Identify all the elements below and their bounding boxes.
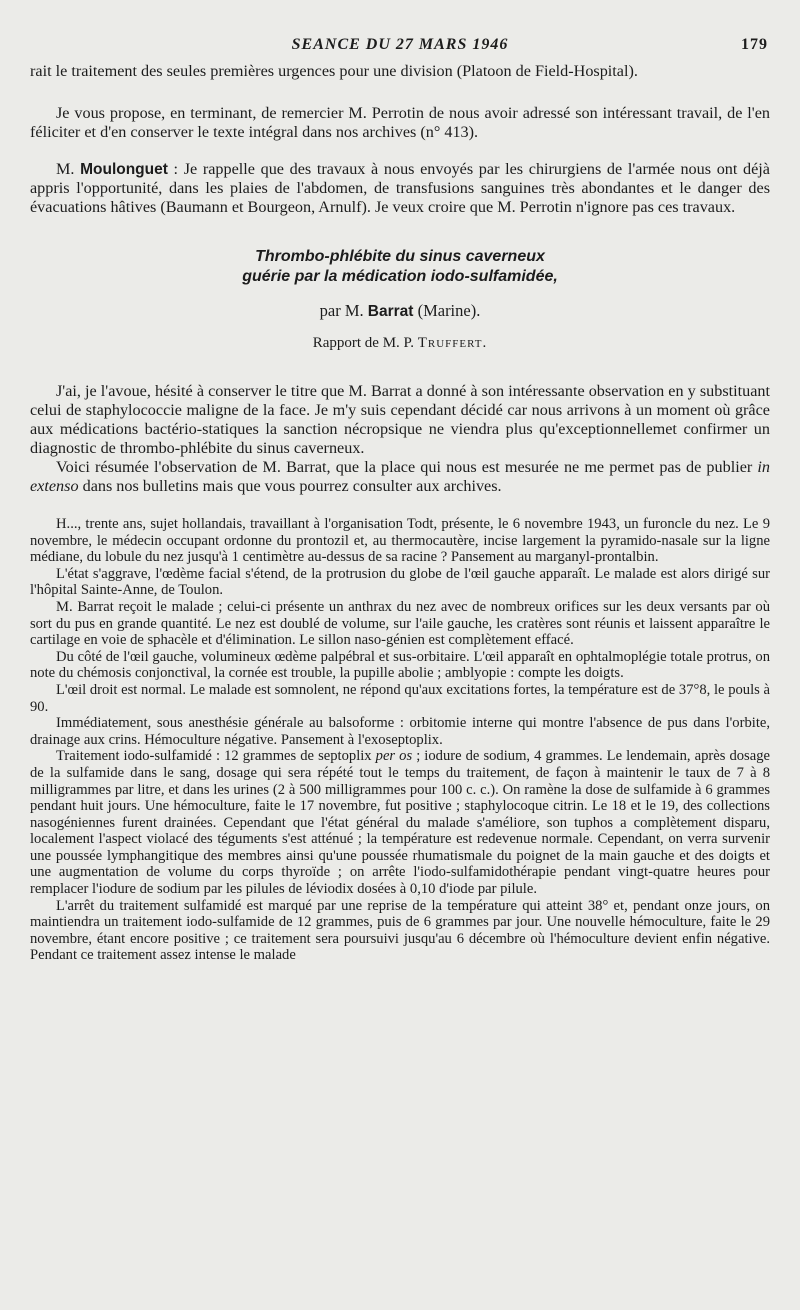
intro-paragraph-proposal: Je vous propose, en terminant, de remercier M. Perrotin de nous avoir adressé son intéressant travail, de l'en féliciter et d'en conserver le texte intégral dans nos archives (n° 413). bbox=[30, 104, 770, 141]
treatment-text-a: Traitement iodo-sulfamidé : 12 grammes de septoplix bbox=[56, 748, 376, 765]
speaker-remark: : Je rappelle que des travaux à nous envoyés par les chirurgiens de l'armée nous ont déjà appris l'opportunité, dans les plaies de l'abdomen, de transfusions sanguines très abondantes et le danger des évacuations hâtives (Baumann et Bourgeon, Arnulf). Je veux croire que M. Perrotin n'ignore pas ces travaux. bbox=[30, 160, 770, 216]
treatment-text-b: ; iodure de sodium, 4 grammes. Le lendemain, après dosage de la sulfamide dans le sang, dosage qui sera répété tout le temps du traitement, de façon à maintenir le taux de 7 à 8 milligrammes par litre, et dans les urines (2 à 500 milligrammes pour 100 c. c.). On ramène la dose de sulfamide à 6 grammes pendant huit jours. Une hémoculture, faite le 17 novembre, fut positive ; staphylocoque citrin. Le 18 et le 19, des collections nasogéniennes furent drainées. Cependant que l'état général du malade s'améliore, son tuphos a complètement disparu, localement l'aspect violacé des téguments s'est atténué ; la température est redevenue normale. Cependant, on verra survenir une poussée lymphangitique des membres ainsi qu'une poussée rhumatismale du poignet de la main gauche et des doigts et une augmentation de volume du corps thyroïde ; on arrête l'iodo-sulfamidothérapie pendant vingt-quatre heures pour remplacer l'iodure de sodium par les pilules de léviodix dosées à 0,10 d'iode par pilule. bbox=[30, 748, 770, 898]
author-prefix: par M. bbox=[319, 301, 368, 320]
case-paragraph: M. Barrat reçoit le malade ; celui-ci présente un anthrax du nez avec de nombreux orifices sur les deux versants par où sort du pus en grande quantité. Le nez est doublé de volume, sur l'aile gauche, les cratères sont réunis et laissent apparaître le cartilage en voie de sphacèle et d'élimination. Le sillon naso-génien est complètement effacé. bbox=[30, 598, 770, 649]
running-header bbox=[30, 36, 770, 62]
summary-text-a: Voici résumée l'observation de M. Barrat, que la place qui nous est mesurée ne me permet pas de publier bbox=[56, 458, 758, 476]
case-paragraph: Immédiatement, sous anesthésie générale au balsoforme : orbitomie interne qui montre l'absence de pus dans l'orbite, drainage aux crins. Hémoculture négative. Pansement à l'exoseptoplix. bbox=[30, 715, 770, 748]
page-number: 179 bbox=[741, 36, 768, 53]
case-paragraph: H..., trente ans, sujet hollandais, travaillant à l'organisation Todt, présente, le 6 novembre 1943, un furoncle du nez. Le 9 novembre, le médecin occupant ordonne du prontozil et, au thermocautère, incise largement la pyramido-nasale sur la ligne médiane, du lobule du nez jusqu'à 1 centimètre au-dessus de sa racine ? Pansement au marganyl-prontalbin. bbox=[30, 516, 770, 566]
article-reporter bbox=[30, 335, 770, 352]
summary-italic: in extenso bbox=[30, 458, 770, 495]
intro-paragraph-continuation: rait le traitement des seules premières urgences pour une division (Platoon de Field-Hospital). bbox=[30, 62, 638, 80]
article-title bbox=[30, 247, 770, 287]
author-affiliation: (Marine). bbox=[413, 301, 481, 320]
article-title-line-1: Thrombo-phlébite du sinus caverneux bbox=[255, 248, 545, 265]
case-paragraph-treatment bbox=[30, 748, 770, 897]
running-title: SEANCE DU 27 MARS 1946 bbox=[291, 36, 509, 53]
case-paragraph: L'état s'aggrave, l'œdème facial s'étend, de la protrusion du globe de l'œil gauche apparaît. Le malade est alors dirigé sur l'hôpital Sainte-Anne, de Toulon. bbox=[30, 565, 770, 599]
article-lead-paragraph: J'ai, je l'avoue, hésité à conserver le titre que M. Barrat a donné à son intéressante observation en y substituant celui de staphylococcie maligne de la face. Je m'y suis cependant décidé car nous arrivons à un moment où grâce aux médications bactério-statiques la sanction nécropsique ne viendra plus qu'exceptionnellemet confirmer un diagnostic de thrombo-phlébite du sinus caverneux. bbox=[30, 382, 770, 457]
speaker-name: Moulonguet bbox=[80, 161, 168, 178]
article-title-line-2: guérie par la médication iodo-sulfamidée, bbox=[242, 268, 558, 285]
case-paragraph: L'œil droit est normal. Le malade est somnolent, ne répond qu'aux excitations fortes, la température est de 37°8, le pouls à 90. bbox=[30, 681, 770, 715]
intro-paragraph-moulonguet bbox=[30, 160, 770, 217]
author-name: Barrat bbox=[367, 303, 414, 320]
treatment-italic: per os bbox=[375, 748, 413, 765]
case-observation bbox=[30, 516, 770, 964]
speaker-prefix: M. bbox=[56, 160, 81, 178]
article-author bbox=[30, 301, 770, 321]
case-paragraph: Du côté de l'œil gauche, volumineux œdème palpébral et sus-orbitaire. L'œil apparaît en ophtalmoplégie totale protrus, on note du chémosis conjonctival, la cornée est trouble, la pupille abolie ; amblyopie : compte les doigts. bbox=[30, 648, 770, 682]
summary-text-b: dans nos bulletins mais que vous pourrez consulter aux archives. bbox=[78, 477, 502, 495]
case-paragraph: L'arrêt du traitement sulfamidé est marqué par une reprise de la température qui atteint 38° et, pendant onze jours, on maintiendra un traitement iodo-sulfamide de 12 grammes, puis de 6 grammes par jour. Une nouvelle hémoculture, faite le 29 novembre, étant encore positive ; ce traitement sera poursuivi jusqu'au 6 décembre où l'hémoculture devient enfin négative. Pendant ce traitement assez intense le malade bbox=[30, 897, 770, 964]
reporter-name: Truffert. bbox=[417, 335, 488, 351]
article-summary-paragraph bbox=[30, 458, 770, 496]
reporter-prefix: Rapport de M. P. bbox=[312, 335, 418, 351]
